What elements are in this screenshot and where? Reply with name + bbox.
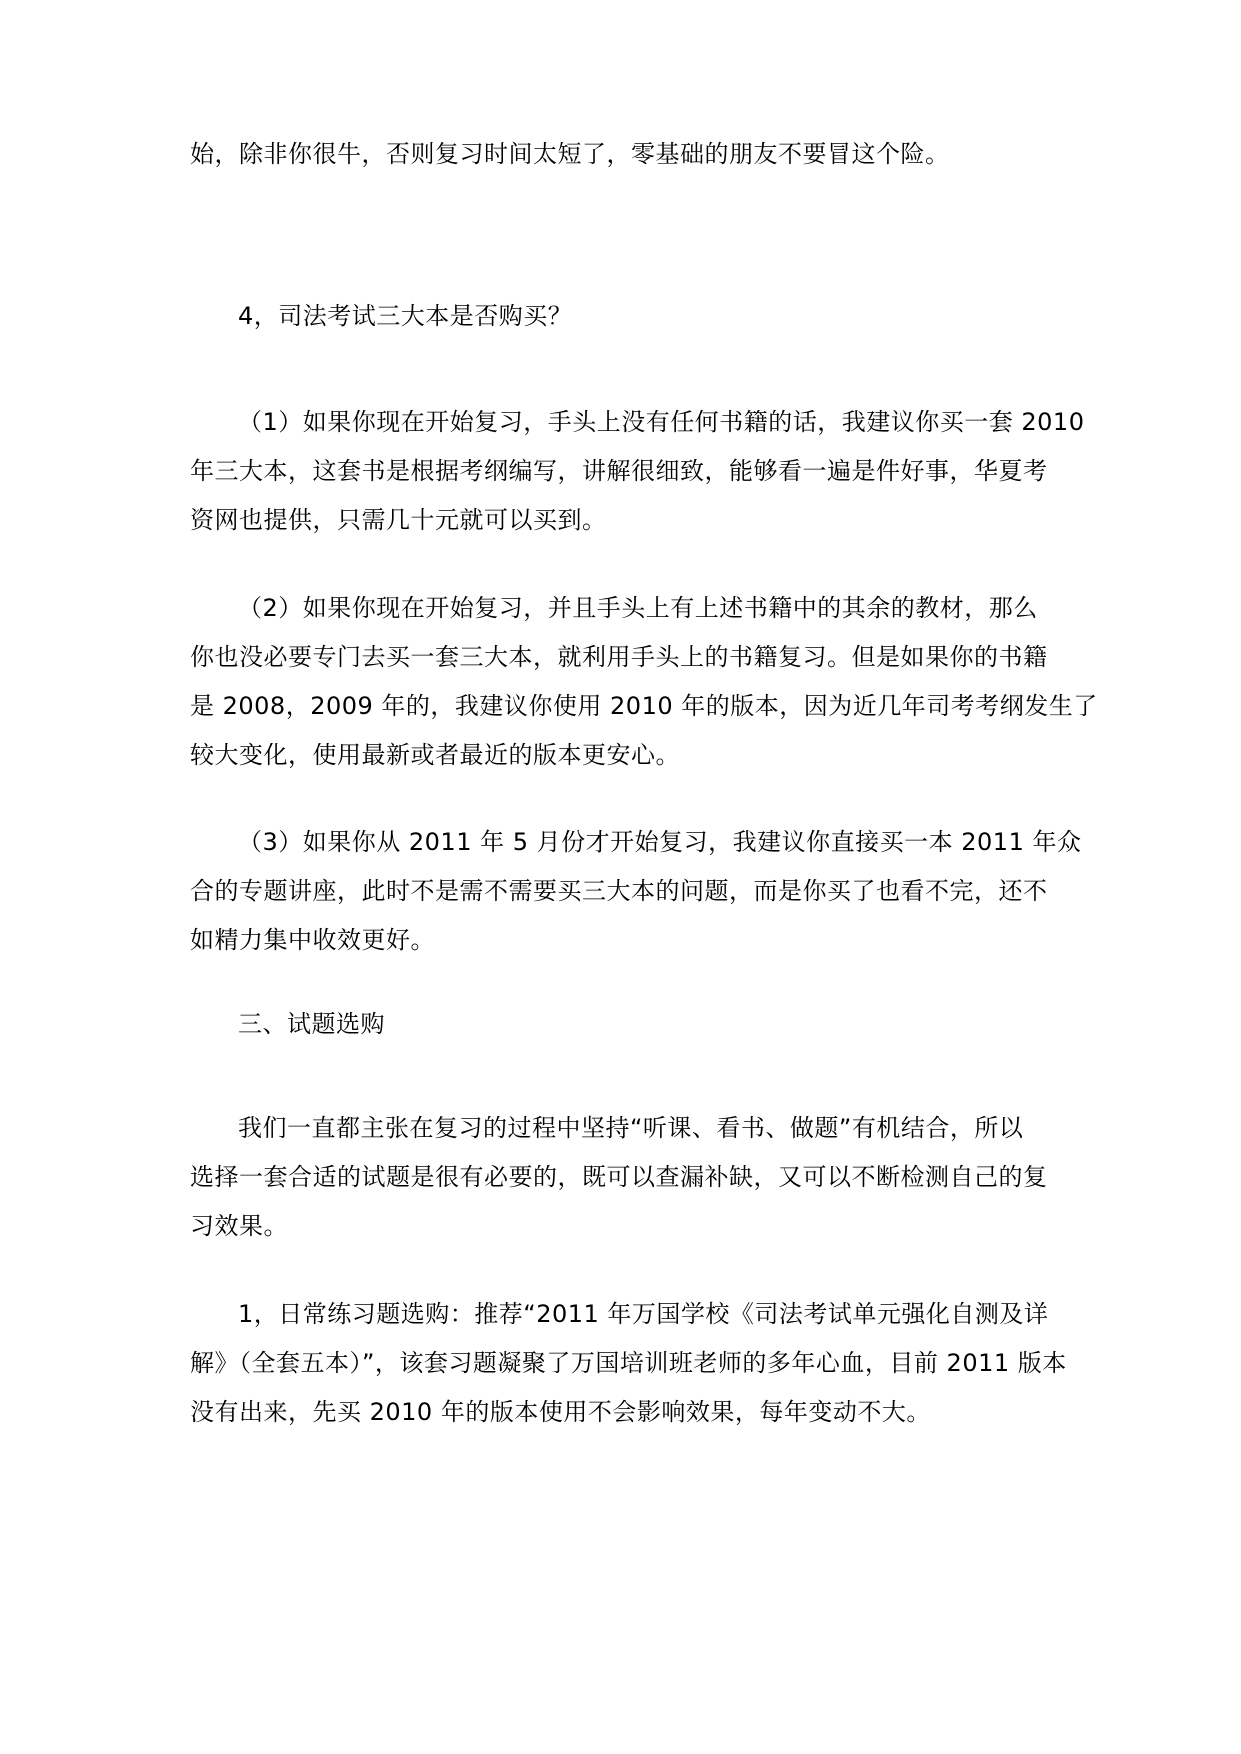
text-line: 资网也提供，只需几十元就可以买到。: [190, 506, 607, 534]
text-line: 习效果。: [190, 1212, 288, 1240]
paragraph-question-4: [190, 292, 1050, 341]
text-line: 4，司法考试三大本是否购买？: [238, 302, 573, 330]
text-line: 解》（全套五本）”，该套习题凝聚了万国培训班老师的多年心血，目前 2011 版本: [190, 1349, 1067, 1377]
text-line: （3）如果你从 2011 年 5 月份才开始复习，我建议你直接买一本 2011 年众: [238, 828, 1082, 856]
text-line: 年三大本，这套书是根据考纲编写，讲解很细致，能够看一遍是件好事，华夏考: [190, 457, 1048, 485]
text-line: 如精力集中收效更好。: [190, 926, 435, 954]
text-line: （1）如果你现在开始复习，手头上没有任何书籍的话，我建议你买一套 2010: [238, 408, 1085, 436]
text-line: （2）如果你现在开始复习，并且手头上有上述书籍中的其余的教材，那么: [238, 594, 1038, 622]
paragraph-intro: [190, 1104, 1050, 1251]
text-line: 没有出来，先买 2010 年的版本使用不会影响效果，每年变动不大。: [190, 1398, 931, 1426]
paragraph-option-1: [190, 398, 1085, 545]
paragraph-item-1: [190, 1290, 1067, 1437]
text-line: 始，除非你很牛，否则复习时间太短了，零基础的朋友不要冒这个险。: [190, 140, 950, 168]
text-line: 较大变化，使用最新或者最近的版本更安心。: [190, 741, 680, 769]
paragraph-continuation: [190, 130, 1050, 179]
text-line: 合的专题讲座，此时不是需不需要买三大本的问题，而是你买了也看不完，还不: [190, 877, 1048, 905]
text-line: 我们一直都主张在复习的过程中坚持“听课、看书、做题”有机结合，所以: [238, 1114, 1024, 1142]
section-heading-3: [190, 1000, 1050, 1049]
text-line: 三、试题选购: [238, 1010, 385, 1038]
text-line: 你也没必要专门去买一套三大本，就利用手头上的书籍复习。但是如果你的书籍: [190, 643, 1048, 671]
text-line: 1，日常练习题选购：推荐“2011 年万国学校《司法考试单元强化自测及详: [238, 1300, 1049, 1328]
text-line: 是 2008，2009 年的，我建议你使用 2010 年的版本，因为近几年司考考纲发生了: [190, 692, 1098, 720]
text-line: 选择一套合适的试题是很有必要的，既可以查漏补缺，又可以不断检测自己的复: [190, 1163, 1048, 1191]
paragraph-option-2: [190, 584, 1098, 780]
paragraph-option-3: [190, 818, 1082, 965]
